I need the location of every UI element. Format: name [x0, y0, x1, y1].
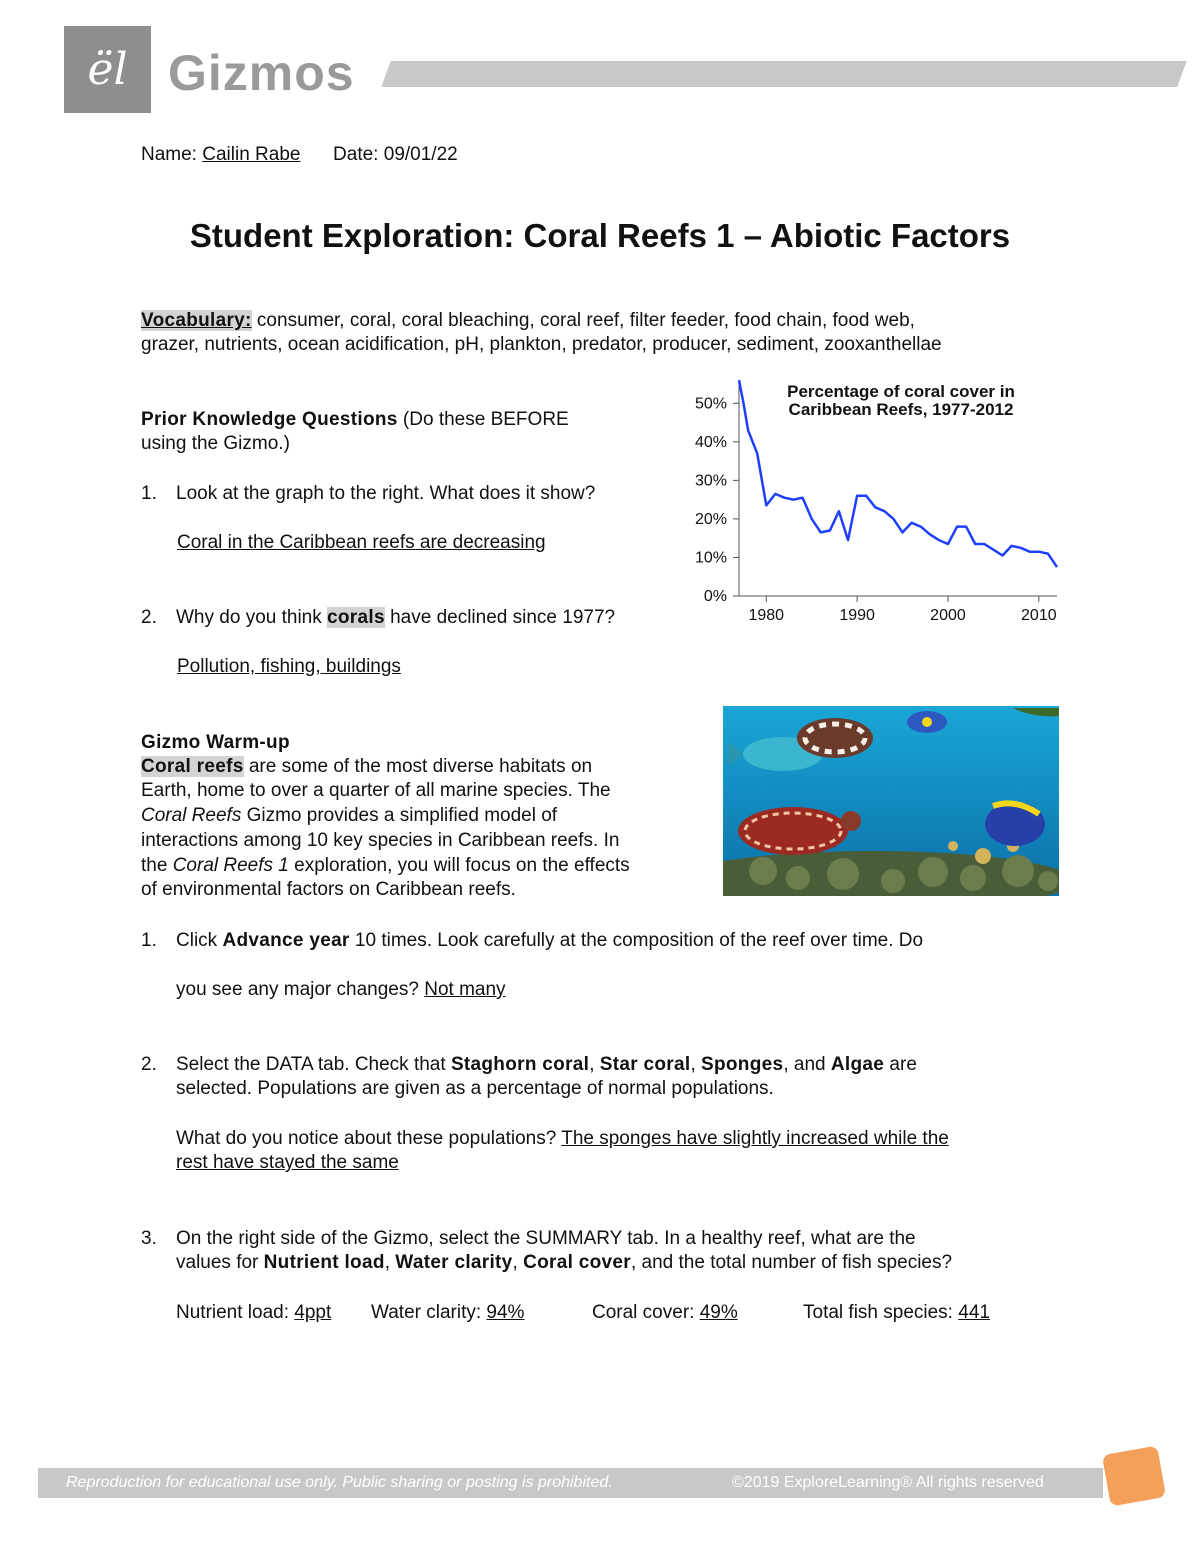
prior-a1-answer: Coral in the Caribbean reefs are decreasing [177, 532, 546, 553]
warmup-para-line-2: Earth, home to over a quarter of all marine species. The [141, 780, 611, 801]
sponges-term: Sponges [701, 1054, 784, 1075]
warmup-para-line-3 [141, 804, 557, 828]
warmup-a2-answer-2: rest have stayed the same [176, 1152, 399, 1173]
vocabulary-terms-2: grazer, nutrients, ocean acidification, pH, plankton, predator, producer, sediment, zooxanthellae [141, 334, 942, 355]
explorelearning-logo [64, 26, 151, 113]
name-date-line [141, 143, 458, 167]
water-clarity-term: Water clarity [395, 1252, 513, 1273]
vocabulary-line-1 [141, 309, 915, 333]
warmup-q1-ask: you see any major changes? [176, 979, 425, 1000]
warmup-para-5-pre: the [141, 855, 173, 876]
warmup-para-line-4: interactions among 10 key species in Caribbean reefs. In [141, 830, 620, 851]
coral-cover-term: Coral cover [523, 1252, 631, 1273]
total-fish-answer [803, 1301, 990, 1325]
sep-4: , [384, 1252, 396, 1273]
prior-q2-text [176, 606, 615, 630]
nutrient-load-label: Nutrient load: [176, 1302, 295, 1323]
water-clarity-value: 94% [486, 1302, 525, 1323]
footer-copyright: ©2019 ExploreLearning® All rights reserved [732, 1474, 1044, 1491]
footer-notice: Reproduction for educational use only. Public sharing or posting is prohibited. [66, 1474, 613, 1491]
chart-y-tick-label: 0% [703, 588, 727, 605]
sep-1: , [589, 1054, 600, 1075]
warmup-a1-answer: Not many [424, 979, 506, 1000]
warmup-q1-text [176, 929, 923, 953]
warmup-q2-number: 2. [141, 1054, 157, 1075]
warmup-q3-post: , and the total number of fish species? [630, 1252, 953, 1273]
warmup-q3-number: 3. [141, 1228, 157, 1249]
date-label: Date: [333, 144, 379, 165]
coral-reefs-term: Coral reefs [141, 756, 244, 777]
warmup-para-line-6: of environmental factors on Caribbean reefs. [141, 879, 516, 900]
coral-cover-label: Coral cover: [592, 1302, 700, 1323]
nutrient-load-answer [176, 1301, 331, 1325]
advance-year-term: Advance year [222, 930, 350, 951]
warmup-q1-number: 1. [141, 930, 157, 951]
gizmos-brand: Gizmos [168, 45, 355, 101]
warmup-q2-pre: Select the DATA tab. Check that [176, 1054, 451, 1075]
star-coral-term: Star coral [599, 1054, 691, 1075]
chart-x-tick-label: 1980 [748, 607, 785, 624]
warmup-q2-line-2: selected. Populations are given as a percentage of normal populations. [176, 1078, 774, 1099]
date-value: 09/01/22 [383, 144, 458, 165]
warmup-q3-pre: values for [176, 1252, 264, 1273]
sep-2: , [690, 1054, 701, 1075]
chart-title-line-2: Caribbean Reefs, 1977-2012 [788, 400, 1014, 419]
coral-cover-value: 49% [699, 1302, 738, 1323]
prior-a2-answer: Pollution, fishing, buildings [177, 656, 401, 677]
logo-glyph: ël [87, 44, 128, 95]
warmup-para-line-1 [141, 755, 592, 779]
prior-q1-text: Look at the graph to the right. What does it show? [176, 483, 596, 504]
vocabulary-terms-1: consumer, coral, coral bleaching, coral reef, filter feeder, food chain, food web, [251, 310, 915, 331]
total-fish-label: Total fish species: [803, 1302, 959, 1323]
warmup-para-3: Gizmo provides a simplified model of [241, 805, 558, 826]
warmup-q2-post: are [884, 1054, 917, 1075]
coral-cover-answer [592, 1301, 738, 1325]
warmup-para-3-italic: Coral Reefs [141, 805, 242, 826]
warmup-q1-line-2 [176, 978, 506, 1002]
chart-title-line-1: Percentage of coral cover in [787, 382, 1015, 401]
explorelearning-badge-icon [1102, 1446, 1166, 1507]
sep-3: , and [783, 1054, 831, 1075]
chart-y-tick-label: 50% [694, 395, 727, 413]
warmup-heading [141, 731, 290, 755]
warmup-para-5-italic: Coral Reefs 1 [172, 855, 289, 876]
prior-knowledge-heading [141, 408, 569, 432]
warmup-para-5: exploration, you will focus on the effects [288, 855, 630, 876]
warmup-q1-pre: Click [176, 930, 223, 951]
chart-x-tick-label: 2010 [1021, 607, 1057, 624]
warmup-q2-ask: What do you notice about these populations? [176, 1128, 562, 1149]
header-bar [381, 61, 1186, 87]
water-clarity-answer [371, 1301, 524, 1325]
warmup-para-line-5 [141, 854, 630, 878]
name-value: Cailin Rabe [202, 144, 301, 165]
algae-term: Algae [830, 1054, 885, 1075]
warmup-q3-line-1: On the right side of the Gizmo, select the SUMMARY tab. In a healthy reef, what are the [176, 1228, 916, 1249]
warmup-para-1: are some of the most diverse habitats on [243, 756, 593, 777]
chart-x-tick-label: 2000 [930, 607, 966, 624]
name-label: Name: [141, 144, 197, 165]
warmup-q1-post: 10 times. Look carefully at the composition of the reef over time. Do [349, 930, 924, 951]
chart-y-tick-label: 20% [694, 510, 727, 528]
chart-y-tick-label: 40% [694, 433, 727, 451]
total-fish-value: 441 [958, 1302, 990, 1323]
prior-q2-corals: corals [327, 607, 385, 628]
prior-q2-post: have declined since 1977? [384, 607, 616, 628]
warmup-q2-text [176, 1053, 917, 1077]
page-title: Student Exploration: Coral Reefs 1 – Abiotic Factors [189, 217, 1011, 254]
prior-q1-number: 1. [141, 483, 157, 504]
prior-heading-note: (Do these BEFORE [397, 409, 569, 430]
prior-heading-bold: Prior Knowledge Questions [141, 409, 398, 430]
warmup-q3-line-2 [176, 1251, 952, 1275]
chart-y-tick-label: 10% [694, 549, 727, 567]
warmup-heading-text: Gizmo Warm-up [141, 732, 290, 753]
staghorn-coral-term: Staghorn coral [450, 1054, 590, 1075]
prior-q2-number: 2. [141, 607, 157, 628]
prior-heading-note-2: using the Gizmo.) [141, 433, 290, 454]
nutrient-load-term: Nutrient load [263, 1252, 385, 1273]
warmup-q2-ask-line [176, 1127, 949, 1151]
prior-q2-pre: Why do you think [176, 607, 328, 628]
warmup-a2-answer-1: The sponges have slightly increased while the [561, 1128, 949, 1149]
chart-y-tick-label: 30% [694, 472, 727, 490]
coral-reef-image [723, 706, 1059, 896]
coral-cover-chart [683, 378, 1063, 633]
sep-5: , [512, 1252, 524, 1273]
chart-x-tick-label: 1990 [839, 607, 875, 624]
vocabulary-label: Vocabulary: [141, 310, 252, 331]
nutrient-load-value: 4ppt [294, 1302, 332, 1323]
water-clarity-label: Water clarity: [371, 1302, 487, 1323]
